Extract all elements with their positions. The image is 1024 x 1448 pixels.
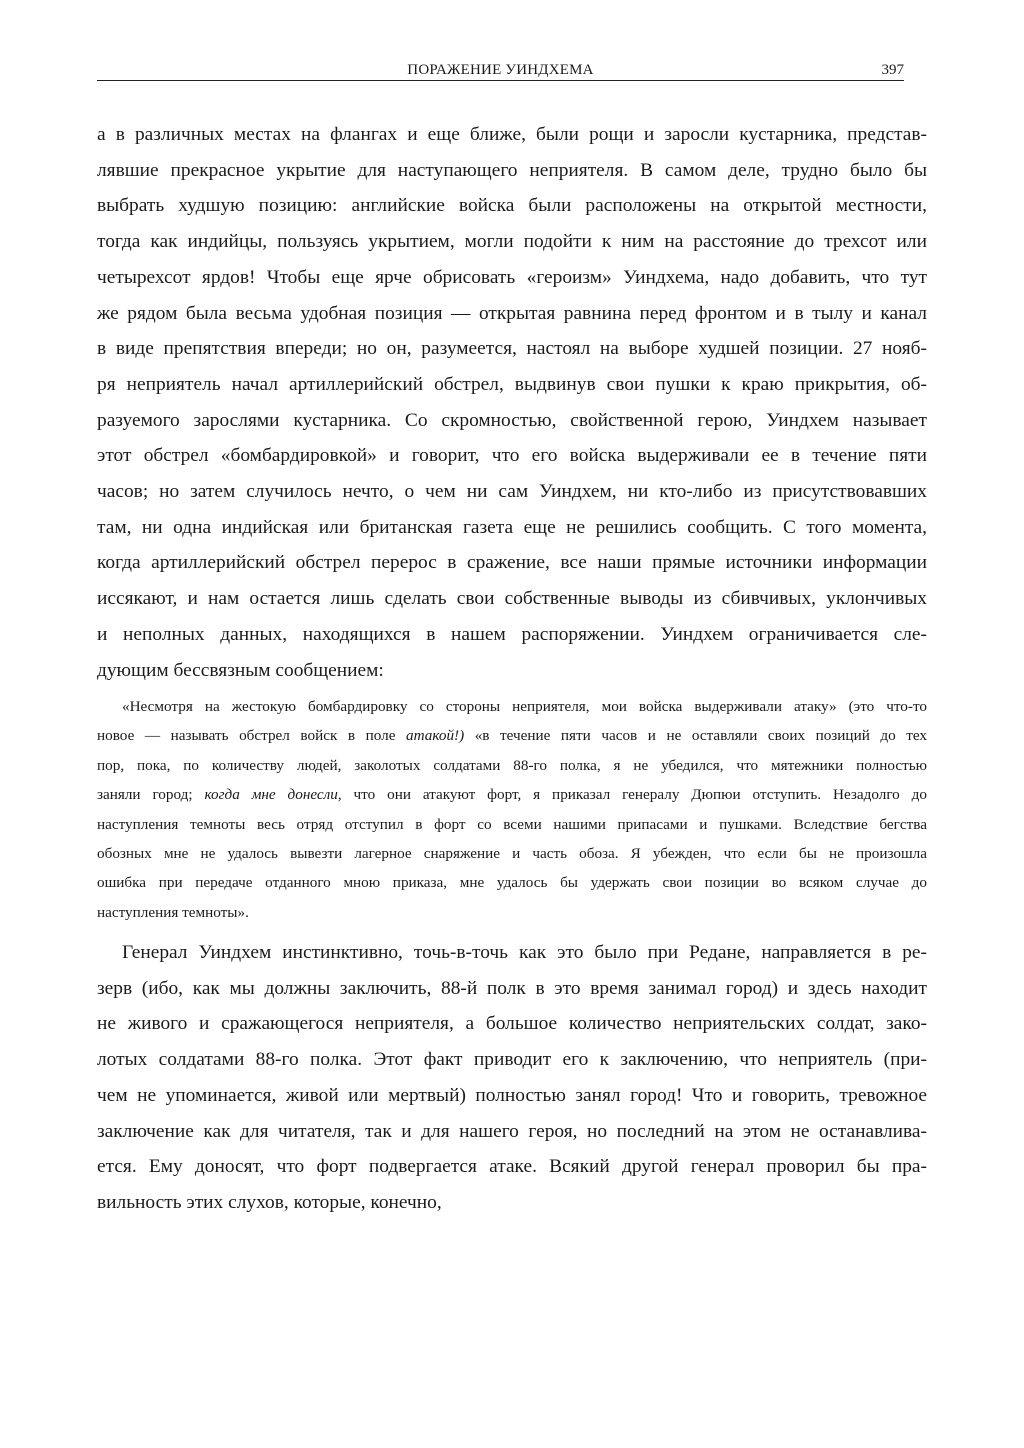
quote-text: заняли город;	[97, 786, 205, 804]
text-line: Генерал Уиндхем инстинктивно, точь-в-точь как это было при Редане, направляется в ре-	[122, 942, 927, 963]
quote-line	[97, 780, 927, 809]
quote-text: что они атакуют форт, я приказал генералу Дюпюи отступить. Незадолго до	[341, 786, 927, 804]
text-line: вильность этих слухов, которые, конечно,	[97, 1191, 442, 1213]
text-line: а в различных местах на флангах и еще ближе, были рощи и заросли кустарника, представ-	[97, 124, 927, 145]
text-line: тогда как индийцы, пользуясь укрытием, могли подойти к ним на расстояние до трехсот или	[97, 231, 927, 253]
quote-emphasis: атакой!)	[405, 727, 465, 745]
text-line: четырехсот ярдов! Чтобы еще ярче обрисовать «героизм» Уиндхема, надо добавить, что тут	[97, 266, 927, 288]
quote-text: «в течение пяти часов и не оставляли своих позиций до тех	[464, 727, 927, 745]
text-line: там, ни одна индийская или британская газета еще не решились сообщить. С того момента,	[97, 516, 927, 538]
text-line: лявшие прекрасное укрытие для наступающего неприятеля. В самом деле, трудно было бы	[97, 159, 927, 181]
text-line: же рядом была весьма удобная позиция — открытая равнина перед фронтом и в тылу и канал	[97, 302, 927, 324]
quote-line: «Несмотря на жестокую бомбардировку со стороны неприятеля, мои войска выдерживали атаку» (это что-то	[122, 698, 927, 715]
text-line: разуемого зарослями кустарника. Со скромностью, свойственной герою, Уиндхем называет	[97, 409, 927, 431]
paragraph-1	[97, 117, 927, 688]
text-line: иссякают, и нам остается лишь сделать свои собственные выводы из сбивчивых, уклончивых	[97, 588, 927, 610]
text-line: не живого и сражающегося неприятеля, а большое количество неприятельских солдат, зако-	[97, 1013, 927, 1035]
text-line: выбрать худшую позицию: английские войска были расположены на открытой местности,	[97, 195, 927, 217]
text-line: часов; но затем случилось нечто, о чем ни сам Уиндхем, ни кто-либо из присутствовавших	[97, 481, 927, 503]
text-line: ря неприятель начал артиллерийский обстрел, выдвинув свои пушки к краю прикрытия, об-	[97, 373, 927, 395]
text-line: заключение как для читателя, так и для нашего героя, но последний на этом не останавлива-	[97, 1120, 927, 1142]
quote-line	[97, 721, 927, 750]
text-line: дующим бессвязным сообщением:	[97, 659, 384, 681]
text-line: в виде препятствия впереди; но он, разумеется, настоял на выборе худшей позиции. 27 нояб-	[97, 338, 927, 360]
text-line: этот обстрел «бомбардировкой» и говорит, что его войска выдерживали ее в течение пяти	[97, 445, 927, 467]
quote-line: ошибка при передаче отданного мною приказа, мне удалось бы удержать свои позиции во всяком случае до	[97, 874, 927, 892]
running-header	[97, 60, 904, 81]
text-line: лотых солдатами 88-го полка. Этот факт приводит его к заключению, что неприятель (при-	[97, 1049, 927, 1071]
paragraph-2	[97, 935, 927, 1221]
text-line: ется. Ему доносят, что форт подвергается атаке. Всякий другой генерал проворил бы пра-	[97, 1156, 927, 1178]
text-line: чем не упоминается, живой или мертвый) полностью занял город! Что и говорить, тревожное	[97, 1084, 927, 1106]
text-line: зерв (ибо, как мы должны заключить, 88-й полк в это время занимал город) и здесь находит	[97, 977, 927, 999]
page-number: 397	[881, 62, 904, 78]
text-line: когда артиллерийский обстрел перерос в сражение, все наши прямые источники информации	[97, 552, 927, 574]
quote-text: новое — называть обстрел войск в поле	[97, 727, 406, 745]
quote-line: обозных мне не удалось вывезти лагерное снаряжение и часть обоза. Я убежден, что если бы не произошла	[97, 845, 927, 863]
quote-line: наступления темноты весь отряд отступил в форт со всеми нашими припасами и пушками. Вследствие бегства	[97, 815, 927, 833]
quote-emphasis: когда мне донесли,	[204, 786, 342, 804]
text-line: и неполных данных, находящихся в нашем распоряжении. Уиндхем ограничивается сле-	[97, 623, 927, 645]
quote-line: наступления темноты».	[97, 903, 249, 921]
block-quote	[97, 692, 927, 927]
running-title: ПОРАЖЕНИЕ УИНДХЕМА	[407, 62, 594, 78]
quote-line: пор, пока, по количеству людей, заколотых солдатами 88-го полка, я не убедился, что мятежники полностью	[97, 756, 927, 774]
